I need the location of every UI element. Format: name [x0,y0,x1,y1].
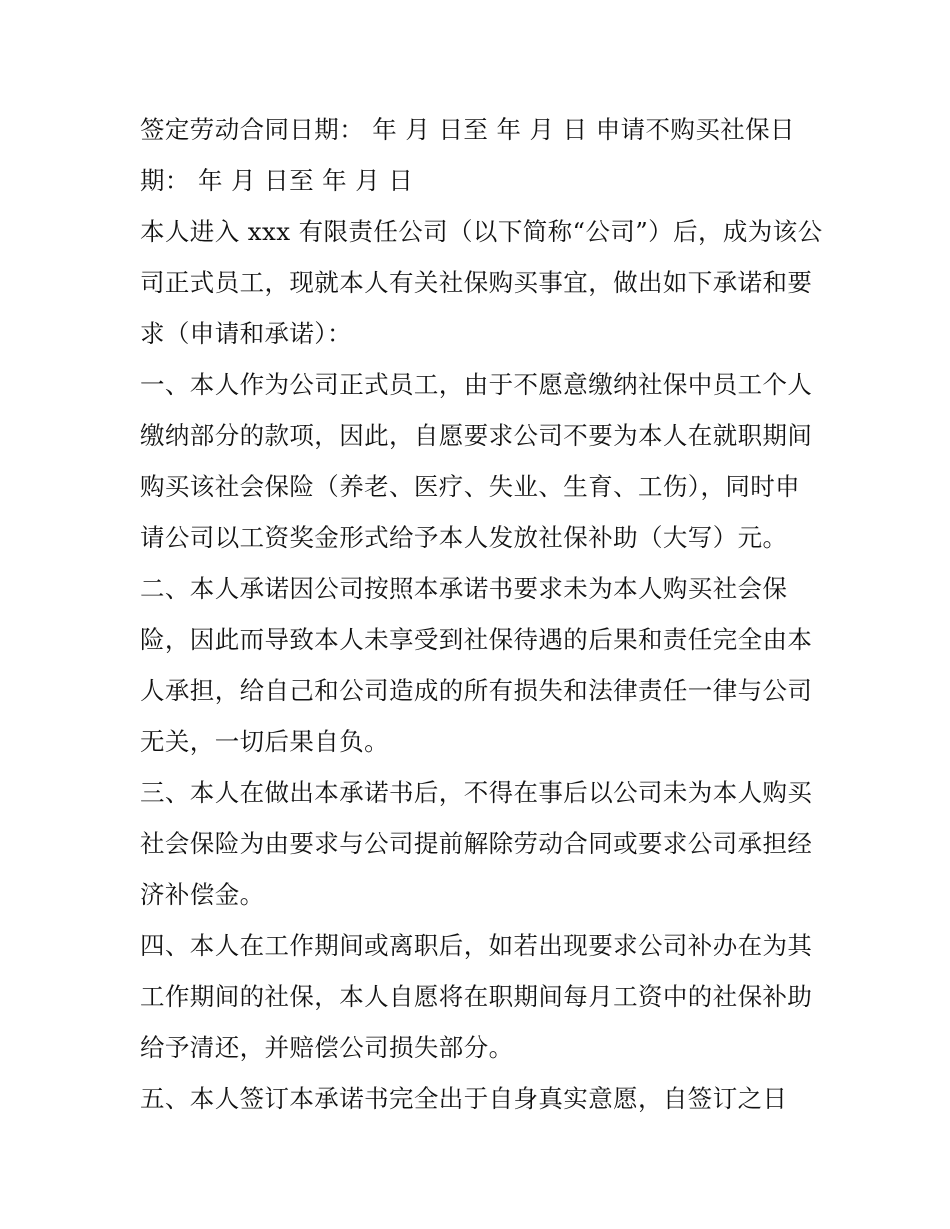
text-line: 险，因此而导致本人未享受到社保待遇的后果和责任完全由本 [140,625,813,654]
document-body [140,104,830,1124]
text-line: 四、本人在工作期间或离职后，如若出现要求公司补办在为其 [140,931,813,960]
text-line: 三、本人在做出本承诺书后，不得在事后以公司未为本人购买 [140,778,813,807]
text-line: 签定劳动合同日期： 年 月 日至 年 月 日 申请不购买社保日 [140,115,795,144]
text-line: 期： 年 月 日至 年 月 日 [140,166,414,195]
text-line: 无关，一切后果自负。 [140,727,389,756]
text-line: 求（申请和承诺）： [140,319,352,348]
text-line: 本人进入 xxx 有限责任公司（以下简称“公司”）后，成为该公 [140,217,823,246]
text-line: 五、本人签订本承诺书完全出于自身真实意愿，自签订之日 [140,1084,788,1113]
text-line: 购买该社会保险（养老、医疗、失业、生育、工伤），同时申 [140,472,801,501]
text-line: 人承担，给自己和公司造成的所有损失和法律责任一律与公司 [140,676,813,705]
text-line: 请公司以工资奖金形式给予本人发放社保补助（大写）元。 [140,523,788,552]
text-line: 二、本人承诺因公司按照本承诺书要求未为本人购买社会保 [140,574,788,603]
text-line: 济补偿金。 [140,880,265,909]
text-line: 司正式员工，现就本人有关社保购买事宜，做出如下承诺和要 [140,268,813,297]
text-line: 缴纳部分的款项，因此，自愿要求公司不要为本人在就职期间 [140,421,813,450]
text-line: 工作期间的社保，本人自愿将在职期间每月工资中的社保补助 [140,982,813,1011]
text-line: 社会保险为由要求与公司提前解除劳动合同或要求公司承担经 [140,829,813,858]
text-line: 给予清还，并赔偿公司损失部分。 [140,1033,514,1062]
text-line: 一、本人作为公司正式员工，由于不愿意缴纳社保中员工个人 [140,370,813,399]
